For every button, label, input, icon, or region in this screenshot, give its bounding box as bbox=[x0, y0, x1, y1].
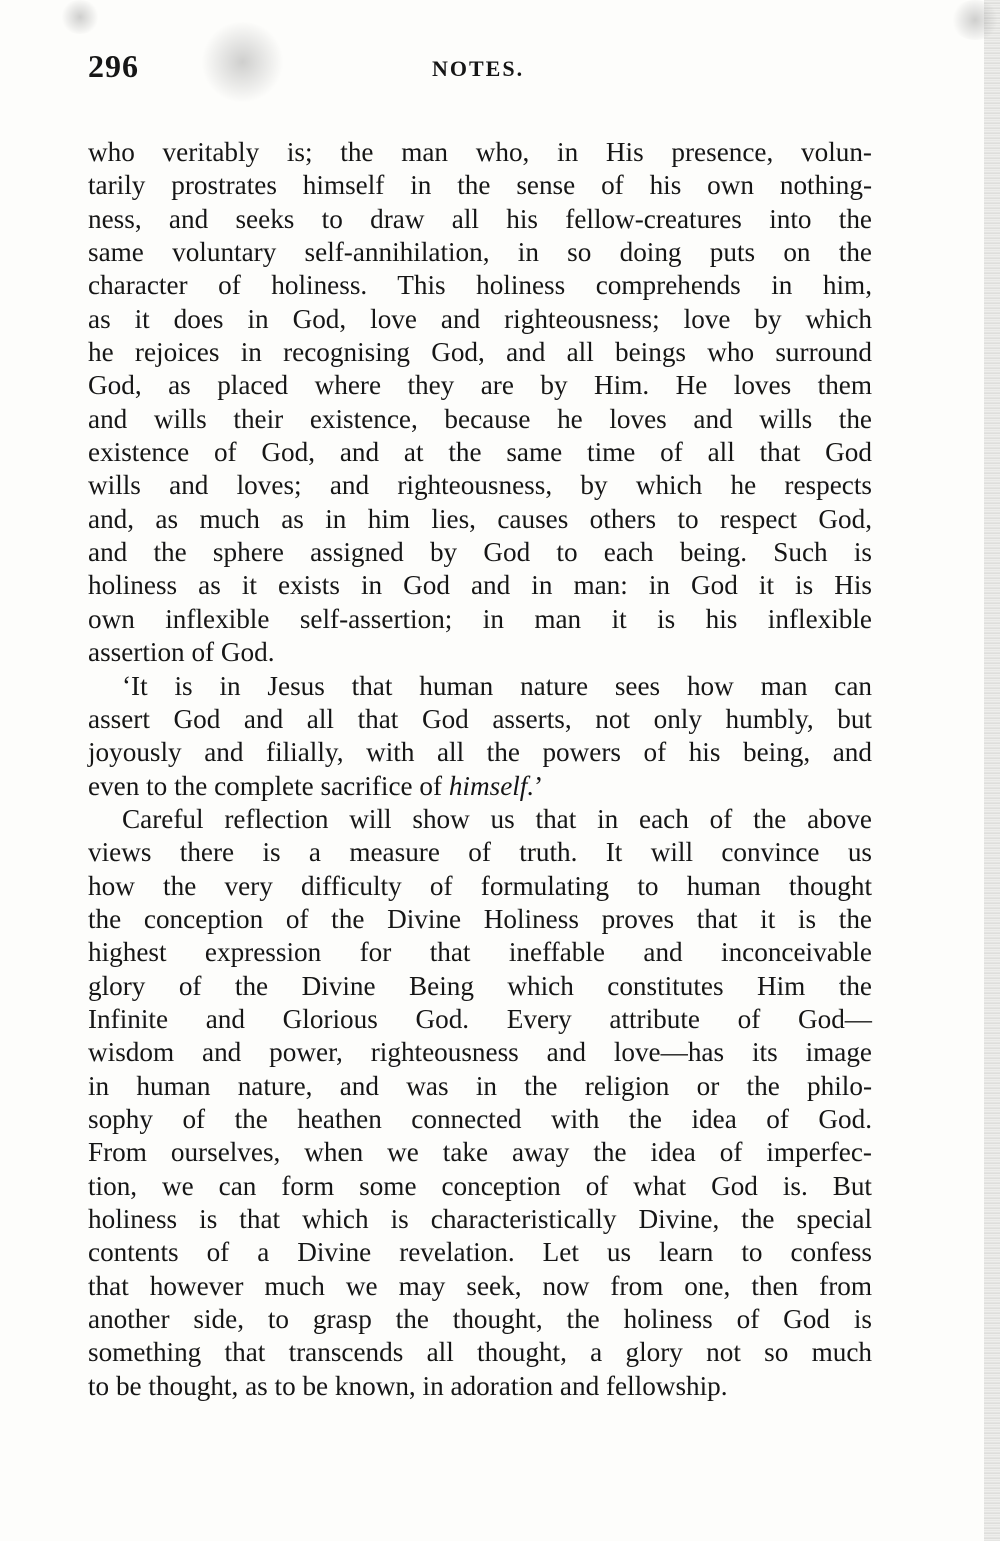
text-line: another side, to grasp the thought, the holiness of God is bbox=[88, 1304, 872, 1335]
text-line: glory of the Divine Being which constitutes Him the bbox=[88, 970, 872, 1001]
running-head: NOTES. bbox=[432, 56, 525, 81]
text-line: the conception of the Divine Holiness proves that it is the bbox=[88, 903, 872, 934]
text-line: and, as much as in him lies, causes others to respect God, bbox=[88, 503, 872, 534]
text-line: God, as placed where they are by Him. He loves them bbox=[88, 370, 872, 401]
paragraph-1 bbox=[88, 136, 872, 670]
text-line: as it does in God, love and righteousness; love by which bbox=[88, 303, 872, 334]
page-header bbox=[88, 48, 872, 108]
text-line: ness, and seeks to draw all his fellow-creatures into the bbox=[88, 203, 872, 234]
text-line: who veritably is; the man who, in His presence, volun- bbox=[88, 137, 872, 167]
text-line: existence of God, and at the same time of all that God bbox=[88, 437, 872, 468]
paragraph-2 bbox=[88, 670, 872, 803]
text-line: tarily prostrates himself in the sense of his own nothing- bbox=[88, 170, 872, 201]
text-line: something that transcends all thought, a glory not so much bbox=[88, 1337, 872, 1368]
text-line: assertion of God. bbox=[88, 637, 275, 668]
text-line: that however much we may seek, now from one, then from bbox=[88, 1270, 872, 1301]
text-line: and the sphere assigned by God to each being. Such is bbox=[88, 537, 872, 568]
text-line: Careful reflection will show us that in each of the above bbox=[122, 803, 872, 834]
text-line: wisdom and power, righteousness and love—has its image bbox=[88, 1037, 872, 1068]
text-line bbox=[88, 770, 872, 803]
text-line: sophy of the heathen connected with the idea of God. bbox=[88, 1103, 872, 1134]
scan-speckle bbox=[60, 0, 100, 34]
text-line: contents of a Divine revelation. Let us learn to confess bbox=[88, 1237, 872, 1268]
italic-word: himself. bbox=[448, 770, 535, 801]
text-line: to be thought, as to be known, in adoration and fellowship. bbox=[88, 1370, 728, 1401]
scan-edge-noise bbox=[984, 0, 1000, 1541]
text-line: character of holiness. This holiness comprehends in him, bbox=[88, 270, 872, 301]
text-fragment: even to the complete sacrifice of bbox=[88, 770, 449, 801]
text-line: From ourselves, when we take away the idea of imperfec- bbox=[88, 1137, 872, 1168]
paragraph-3 bbox=[88, 803, 872, 1403]
text-line: wills and loves; and righteousness, by which he respects bbox=[88, 470, 872, 501]
text-line: assert God and all that God asserts, not only humbly, but bbox=[88, 703, 872, 734]
page-number: 296 bbox=[88, 48, 139, 84]
text-line: own inflexible self-assertion; in man it is his inflexible bbox=[88, 603, 872, 634]
text-line: tion, we can form some conception of what God is. But bbox=[88, 1170, 872, 1201]
text-line: Infinite and Glorious God. Every attribute of God— bbox=[88, 1003, 872, 1034]
text-line: how the very difficulty of formulating to human thought bbox=[88, 870, 872, 901]
text-line: in human nature, and was in the religion or the philo- bbox=[88, 1070, 872, 1101]
text-line: holiness as it exists in God and in man: in God it is His bbox=[88, 570, 872, 601]
text-line: views there is a measure of truth. It will convince us bbox=[88, 837, 872, 868]
text-line: highest expression for that ineffable and inconceivable bbox=[88, 937, 872, 968]
text-line: and wills their existence, because he loves and wills the bbox=[88, 403, 872, 434]
text-line: same voluntary self-annihilation, in so doing puts on the bbox=[88, 237, 872, 268]
text-line: holiness is that which is characteristically Divine, the special bbox=[88, 1204, 872, 1234]
scan-speckle bbox=[950, 0, 1000, 40]
text-line: joyously and filially, with all the powers of his being, and bbox=[88, 737, 872, 768]
text-line: he rejoices in recognising God, and all beings who surround bbox=[88, 337, 872, 368]
text-line: ‘It is in Jesus that human nature sees how man can bbox=[122, 670, 872, 701]
body-text bbox=[88, 136, 872, 1403]
closing-quote: ’ bbox=[534, 770, 544, 801]
